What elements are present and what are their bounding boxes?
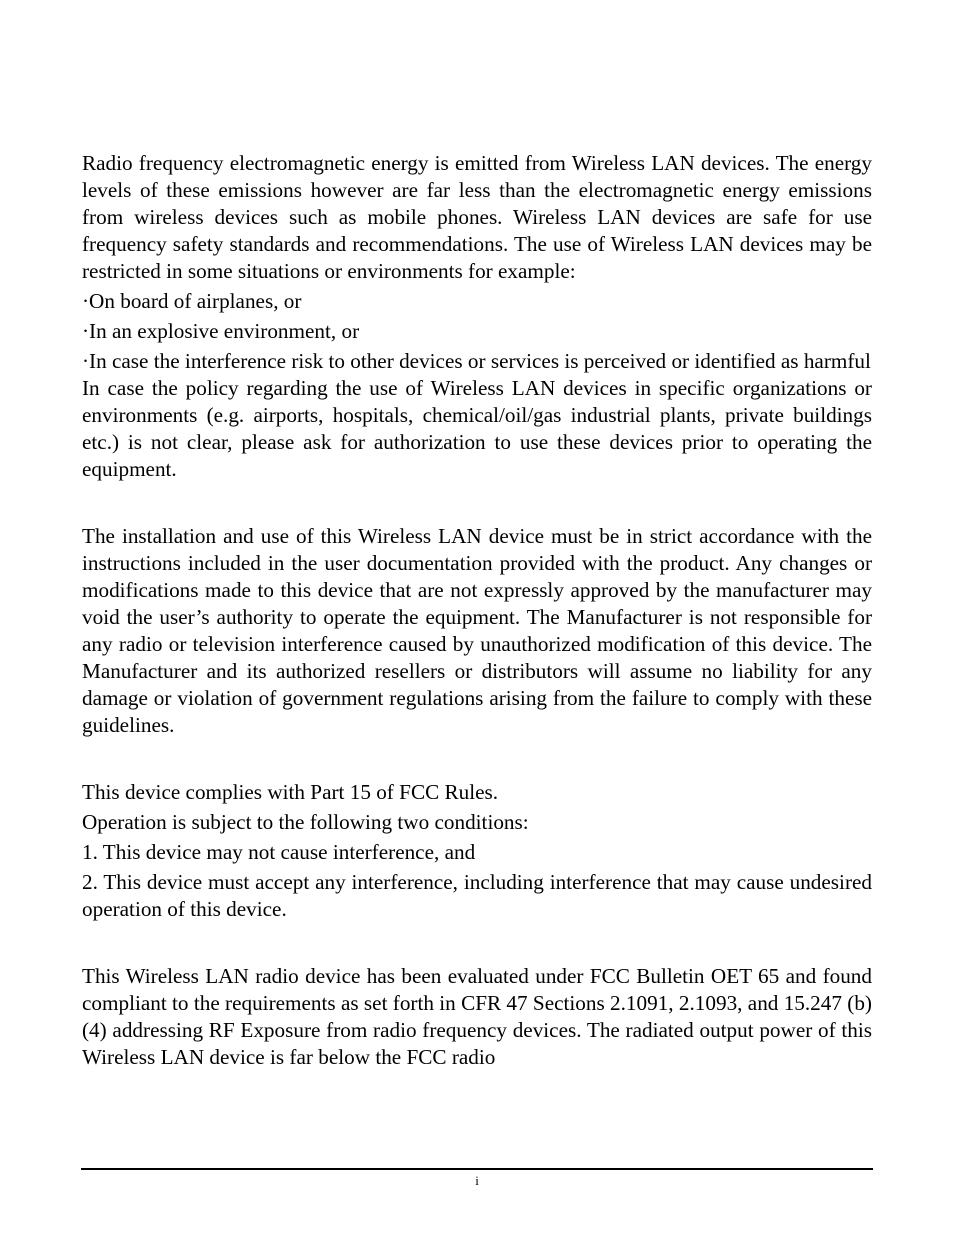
- rf-energy-paragraph: Radio frequency electromagnetic energy is emitted from Wireless LAN devices. The energy levels of these emissions however are far less than the electromagnetic energy emissions from wireless devices such as mobile phones. Wireless LAN devices are safe for use frequency safety standards and recommendations. The use of Wireless LAN devices may be restricted in some situations or environments for example:: [82, 151, 872, 283]
- rf-exposure-paragraph: This Wireless LAN radio device has been evaluated under FCC Bulletin OET 65 and found compliant to the requirements as set forth in CFR 47 Sections 2.1091, 2.1093, and 15.247 (b) (4) addressing RF Exposure from radio frequency devices. The radiated output power of this Wireless LAN device is far below the FCC radio: [82, 964, 872, 1069]
- document-body: [82, 150, 872, 1071]
- footer-divider: [81, 1168, 873, 1170]
- fcc-conditions-line: Operation is subject to the following two conditions:: [82, 810, 529, 834]
- fcc-condition-2: 2. This device must accept any interference, including interference that may cause undesired operation of this device.: [82, 870, 872, 921]
- bullet-interference-risk: ·In case the interference risk to other devices or services is perceived or identified as harmful: [82, 349, 871, 373]
- fcc-part15-line: This device complies with Part 15 of FCC Rules.: [82, 780, 499, 804]
- installation-paragraph: The installation and use of this Wireless LAN device must be in strict accordance with the instructions included in the user documentation provided with the product. Any changes or modifications made to this device that are not expressly approved by the manufacturer may void the user’s authority to operate the equipment. The Manufacturer is not responsible for any radio or television interference caused by unauthorized modification of this device. The Manufacturer and its authorized resellers or distributors will assume no liability for any damage or violation of government regulations arising from the failure to comply with these guidelines.: [82, 524, 872, 737]
- fcc-condition-1: 1. This device may not cause interference, and: [82, 840, 476, 864]
- bullet-airplanes: ·On board of airplanes, or: [82, 289, 302, 313]
- page-number: i: [475, 1173, 479, 1188]
- bullet-explosive-environment: ·In an explosive environment, or: [82, 319, 360, 343]
- policy-paragraph: In case the policy regarding the use of Wireless LAN devices in specific organizations or environments (e.g. airports, hospitals, chemical/oil/gas industrial plants, private buildings etc.) is not clear, please ask for authorization to use these devices prior to operating the equipment.: [82, 376, 872, 481]
